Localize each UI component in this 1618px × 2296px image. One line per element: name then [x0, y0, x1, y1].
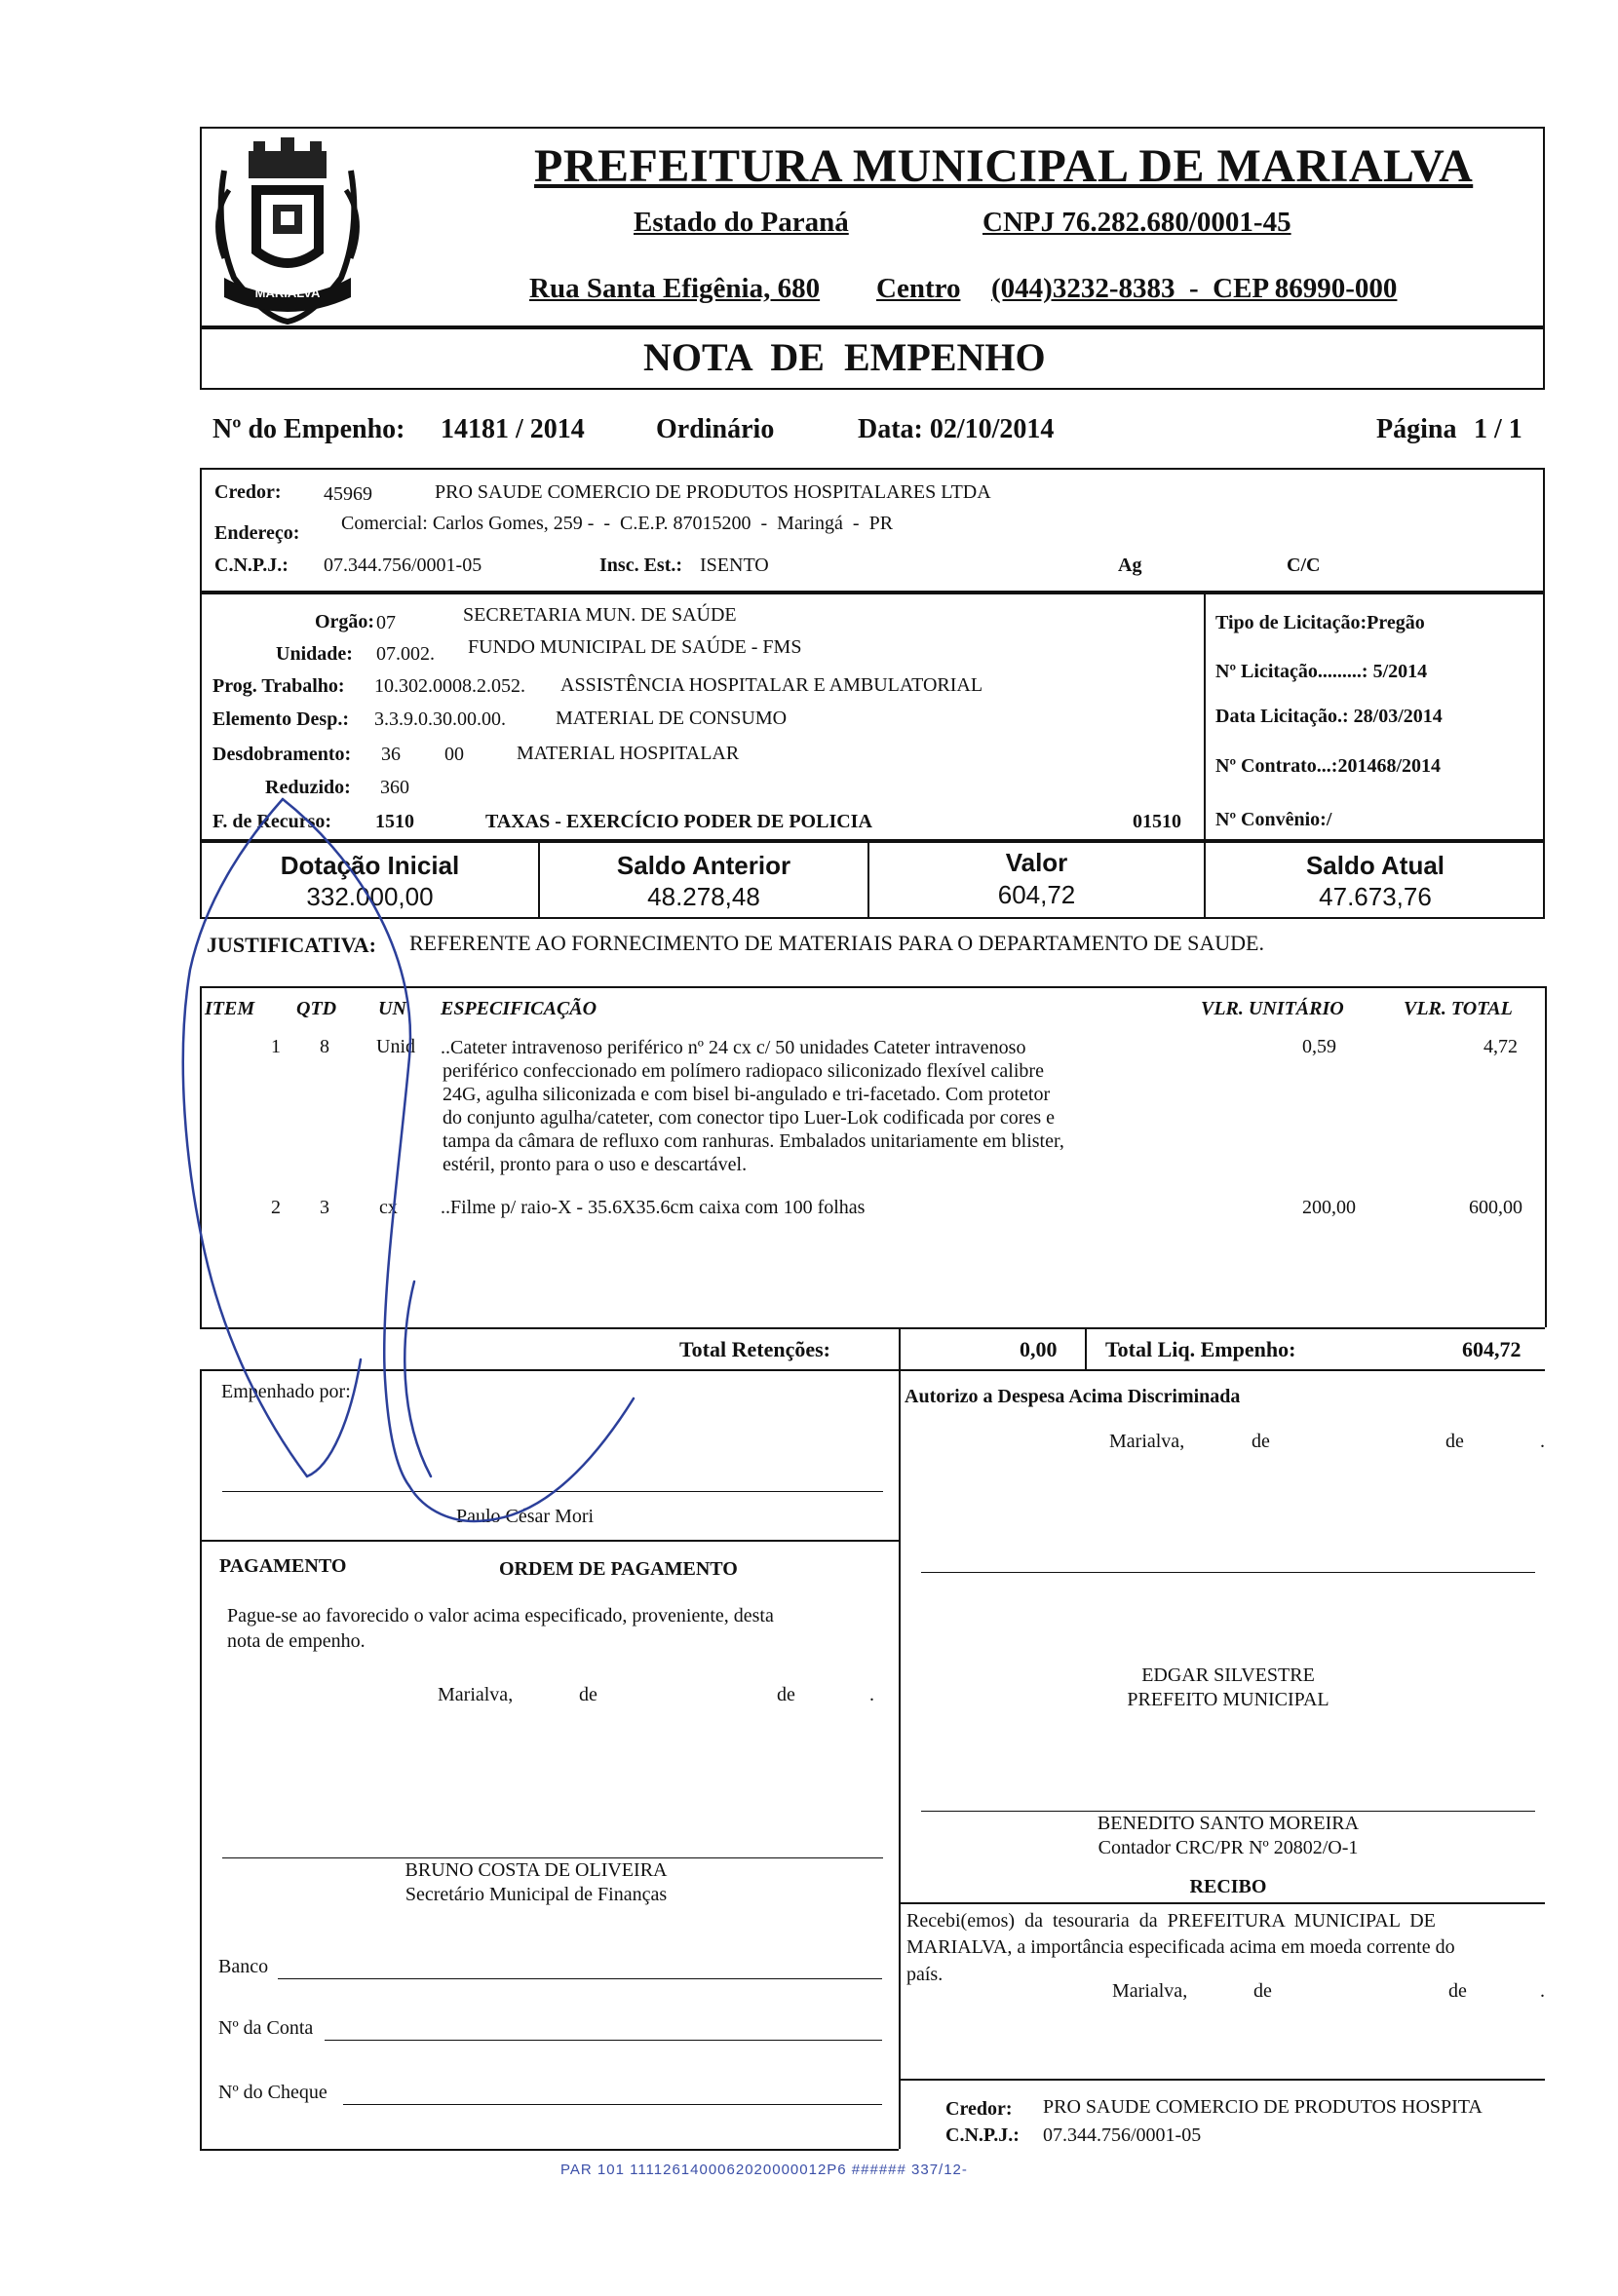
col-unit: VLR. UNITÁRIO [1201, 998, 1344, 1019]
col-total: VLR. TOTAL [1404, 998, 1513, 1019]
prog-code: 10.302.0008.2.052. [374, 675, 525, 697]
conta-label: Nº da Conta [218, 2017, 314, 2039]
prefeito-name: EDGAR SILVESTRE [1141, 1665, 1315, 1686]
header-state: Estado do Paraná [634, 207, 849, 238]
contador-title: Contador CRC/PR Nº 20802/O-1 [1098, 1837, 1359, 1858]
prog-name: ASSISTÊNCIA HOSPITALAR E AMBULATORIAL [560, 674, 983, 696]
recibo-line-3: país. [906, 1964, 944, 1985]
item-1-spec-line: do conjunto agulha/cateter, com conector tipo Luer-Lok codificada por cores e [443, 1107, 1055, 1129]
secretario-name: BRUNO COSTA DE OLIVEIRA [404, 1859, 668, 1881]
item-1-spec-line: periférico confeccionado em polímero radiopaco siliconizado flexível calibre [443, 1060, 1044, 1082]
col-qtd: QTD [296, 998, 337, 1019]
stamp-text: PAR 101 1111261400062020000012P6 ###### 337/12- [560, 2162, 968, 2178]
saldo-anterior-label: Saldo Anterior [616, 851, 791, 880]
item-1-spec-line: 24G, agulha siliconizada e com bisel bi-angulado e tri-facetado. Com protetor [443, 1084, 1051, 1105]
saldo-anterior-value: 48.278,48 [647, 882, 760, 911]
justificativa-label: JUSTIFICATIVA: [207, 933, 377, 957]
page-number: 1 / 1 [1474, 414, 1522, 444]
pague-city: Marialva, [438, 1684, 514, 1705]
prog-label: Prog. Trabalho: [212, 675, 345, 697]
cheque-label: Nº do Cheque [218, 2082, 327, 2103]
item-1-num: 1 [271, 1036, 281, 1057]
liq-value: 604,72 [1462, 1337, 1522, 1361]
recurso-code: 1510 [375, 811, 414, 832]
item-1-unit: 0,59 [1302, 1036, 1336, 1057]
page-title: PREFEITURA MUNICIPAL DE MARIALVA [534, 140, 1474, 192]
col-spec: ESPECIFICAÇÃO [441, 998, 597, 1019]
col-item: ITEM [205, 998, 255, 1019]
pague-line-1: Pague-se ao favorecido o valor acima especificado, proveniente, desta [227, 1605, 774, 1626]
insc-label: Insc. Est.: [599, 555, 683, 576]
header-street: Rua Santa Efigênia, 680 [529, 273, 821, 304]
licitacao-tipo: Tipo de Licitação:Pregão [1215, 612, 1425, 633]
desd-code: 36 [381, 744, 401, 765]
elem-name: MATERIAL DE CONSUMO [556, 708, 788, 729]
pagamento-label: PAGAMENTO [219, 1555, 347, 1577]
orgao-name: SECRETARIA MUN. DE SAÚDE [463, 604, 737, 626]
valor-value: 604,72 [997, 880, 1076, 909]
doc-title: NOTA DE EMPENHO [643, 335, 1046, 379]
pen-signature-mark [175, 794, 663, 1535]
secretario-title: Secretário Municipal de Finanças [404, 1884, 668, 1905]
recibo-dot: . [1540, 1980, 1545, 2002]
empenhado-label: Empenhado por: [221, 1381, 351, 1402]
item-2-total: 600,00 [1469, 1197, 1522, 1218]
header-district: Centro [876, 273, 961, 304]
autorizo-label: Autorizo a Despesa Acima Discriminada [905, 1386, 1241, 1407]
dotacao-value: 332.000,00 [306, 882, 434, 911]
licitacao-num: Nº Licitação.........: 5/2014 [1215, 661, 1428, 682]
address-value: Comercial: Carlos Gomes, 259 - - C.E.P. 87015200 - Maringá - PR [341, 513, 894, 534]
valor-label: Valor [1005, 848, 1068, 877]
retencoes-value: 0,00 [1020, 1337, 1058, 1361]
banco-label: Banco [218, 1956, 269, 1977]
saldo-atual-value: 47.673,76 [1319, 882, 1432, 911]
reduzido-label: Reduzido: [265, 777, 351, 798]
header-cnpj: CNPJ 76.282.680/0001-45 [982, 207, 1291, 238]
pague-de-1: de [579, 1684, 597, 1705]
recurso-name: TAXAS - EXERCÍCIO PODER DE POLICIA [485, 811, 872, 832]
desd-label: Desdobramento: [212, 744, 352, 765]
empenho-date: Data: 02/10/2014 [858, 414, 1055, 444]
recurso-num: 01510 [1133, 811, 1181, 832]
item-2-unit: 200,00 [1302, 1197, 1356, 1218]
recibo-cnpj: 07.344.756/0001-05 [1043, 2124, 1202, 2146]
col-un: UN [378, 998, 406, 1019]
recibo-de-1: de [1253, 1980, 1272, 2002]
coat-of-arms-icon [205, 132, 370, 326]
empenho-num: 14181 / 2014 [441, 414, 585, 444]
item-2-num: 2 [271, 1197, 281, 1218]
retencoes-label: Total Retenções: [679, 1337, 830, 1361]
desd-sub: 00 [444, 744, 464, 765]
cc-label: C/C [1287, 555, 1321, 576]
header-phone-cep: (044)3232-8383 - CEP 86990-000 [991, 273, 1398, 304]
liq-label: Total Liq. Empenho: [1105, 1337, 1296, 1361]
elem-label: Elemento Desp.: [212, 708, 349, 730]
item-1-spec-line: tampa da câmara de refluxo com ranhuras. Embalados unitariamente em blister, [443, 1130, 1064, 1152]
saldo-atual-label: Saldo Atual [1305, 851, 1445, 880]
contrato: Nº Contrato...:201468/2014 [1215, 755, 1442, 777]
credor-label: Credor: [214, 481, 282, 503]
item-2-qtd: 3 [320, 1197, 329, 1218]
recibo-de-2: de [1448, 1980, 1467, 2002]
ordem-label: ORDEM DE PAGAMENTO [499, 1558, 738, 1580]
recurso-label: F. de Recurso: [212, 811, 332, 832]
page-label: Página [1376, 414, 1457, 444]
unidade-name: FUNDO MUNICIPAL DE SAÚDE - FMS [468, 636, 802, 658]
credor-name: PRO SAUDE COMERCIO DE PRODUTOS HOSPITALARES LTDA [435, 481, 991, 503]
unidade-label: Unidade: [276, 643, 353, 665]
credor-cnpj-label: C.N.P.J.: [214, 555, 289, 576]
autorizo-dot: . [1540, 1431, 1545, 1452]
recibo-line-1: Recebi(emos) da tesouraria da PREFEITURA MUNICIPAL DE [906, 1910, 1436, 1932]
licitacao-data: Data Licitação.: 28/03/2014 [1215, 706, 1443, 727]
empenho-num-label: Nº do Empenho: [212, 414, 405, 444]
orgao-code: 07 [376, 612, 396, 633]
item-2-un: cx [379, 1197, 398, 1218]
item-1-total: 4,72 [1483, 1036, 1518, 1057]
recibo-line-2: MARIALVA, a importância especificada acima em moeda corrente do [906, 1936, 1455, 1958]
recibo-credor-label: Credor: [945, 2098, 1013, 2120]
reduzido-code: 360 [380, 777, 409, 798]
prefeito-title: PREFEITO MUNICIPAL [1127, 1689, 1329, 1710]
item-1-un: Unid [376, 1036, 415, 1057]
ag-label: Ag [1118, 555, 1142, 576]
credor-code: 45969 [324, 483, 372, 505]
desd-name: MATERIAL HOSPITALAR [517, 743, 740, 764]
empenhado-name: Paulo César Mori [456, 1506, 595, 1527]
dotacao-label: Dotação Inicial [280, 851, 460, 880]
item-1-spec-line: ..Cateter intravenoso periférico nº 24 cx c/ 50 unidades Cateter intravenoso [441, 1037, 1026, 1058]
item-2-spec: ..Filme p/ raio-X - 35.6X35.6cm caixa com 100 folhas [441, 1197, 866, 1218]
autorizo-de-2: de [1445, 1431, 1464, 1452]
orgao-label: Orgão: [315, 611, 375, 632]
autorizo-de-1: de [1252, 1431, 1270, 1452]
unidade-code: 07.002. [376, 643, 435, 665]
recibo-credor-name: PRO SAUDE COMERCIO DE PRODUTOS HOSPITA [1043, 2096, 1483, 2118]
convenio: Nº Convênio:/ [1215, 809, 1332, 830]
autorizo-city: Marialva, [1109, 1431, 1185, 1452]
pague-dot: . [869, 1684, 874, 1705]
pague-line-2: nota de empenho. [227, 1630, 366, 1652]
item-1-spec-line: estéril, pronto para o uso e descartável. [443, 1154, 748, 1175]
contador-name: BENEDITO SANTO MOREIRA [1097, 1813, 1360, 1834]
recibo-title: RECIBO [1189, 1876, 1267, 1897]
empenho-type: Ordinário [656, 414, 775, 444]
justificativa-text: REFERENTE AO FORNECIMENTO DE MATERIAIS PARA O DEPARTAMENTO DE SAUDE. [409, 931, 1264, 955]
item-1-qtd: 8 [320, 1036, 329, 1057]
svg-text:MARIALVA: MARIALVA [254, 286, 321, 300]
address-label: Endereço: [214, 522, 300, 544]
elem-code: 3.3.9.0.30.00.00. [374, 708, 506, 730]
recibo-city: Marialva, [1112, 1980, 1188, 2002]
credor-cnpj: 07.344.756/0001-05 [324, 555, 482, 576]
pague-de-2: de [777, 1684, 795, 1705]
insc-value: ISENTO [700, 555, 769, 576]
recibo-cnpj-label: C.N.P.J.: [945, 2124, 1020, 2146]
